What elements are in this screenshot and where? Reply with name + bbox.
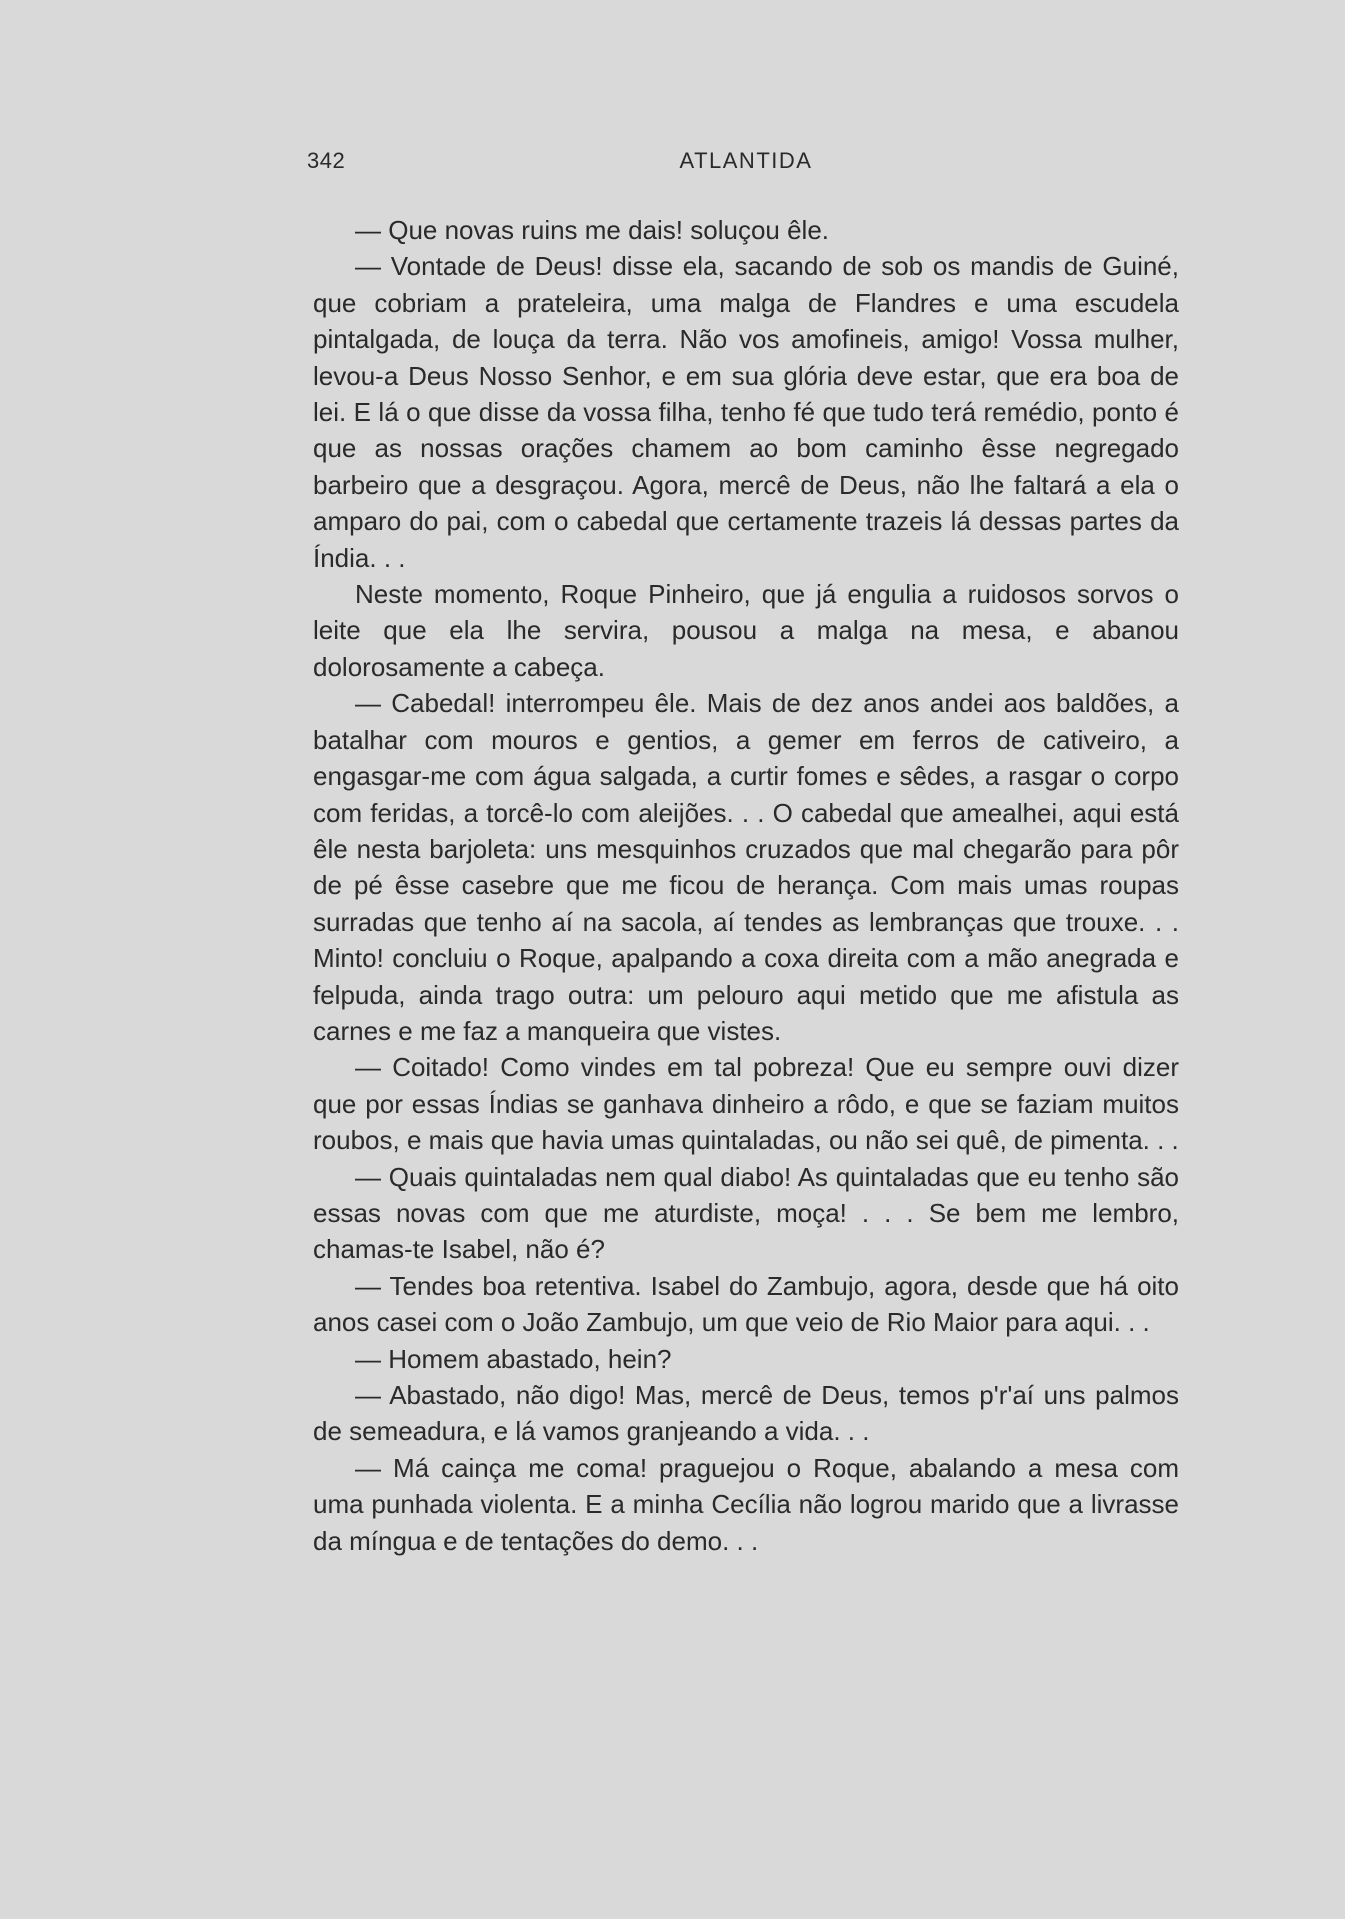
running-head bbox=[307, 148, 1185, 180]
paragraph: — Cabedal! interrompeu êle. Mais de dez anos andei aos baldões, a batalhar com mouros e gentios, a gemer em ferros de cativeiro, a engasgar-me com água salgada, a curtir fomes e sêdes, a rasgar o corpo com feridas, a torcê-lo com aleijões. . . O cabedal que amealhei, aqui está êle nesta barjoleta: uns mesquinhos cruzados que mal chegarão para pôr de pé êsse casebre que me ficou de herança. Com mais umas roupas surradas que tenho aí na sacola, aí tendes as lembranças que trouxe. . . Minto! concluiu o Roque, apalpando a coxa direita com a mão anegrada e felpuda, ainda trago outra: um pelouro aqui metido que me afistula as carnes e me faz a manqueira que vistes. bbox=[313, 688, 1179, 1046]
paragraph: — Abastado, não digo! Mas, mercê de Deus, temos p'r'aí uns palmos de semeadura, e lá vamos granjeando a vida. . . bbox=[313, 1380, 1179, 1447]
paragraph: — Coitado! Como vindes em tal pobreza! Que eu sempre ouvi dizer que por essas Índias se ganhava dinheiro a rôdo, e que se faziam muitos roubos, e mais que havia umas quintaladas, ou não sei quê, de pimenta. . . bbox=[313, 1052, 1179, 1156]
text-block bbox=[313, 212, 1179, 1559]
paragraph: — Vontade de Deus! disse ela, sacando de sob os mandis de Guiné, que cobriam a prateleira, uma malga de Flandres e uma escudela pintalgada, de louça da terra. Não vos amofineis, amigo! Vossa mulher, levou-a Deus Nosso Senhor, e em sua glória deve estar, que era boa de lei. E lá o que disse da vossa filha, tenho fé que tudo terá remédio, ponto é que as nossas orações chamem ao bom caminho êsse negregado barbeiro que a desgraçou. Agora, mercê de Deus, não lhe faltará a ela o amparo do pai, com o cabedal que certamente trazeis lá dessas partes da Índia. . . bbox=[313, 251, 1179, 573]
paragraph: — Homem abastado, hein? bbox=[355, 1343, 672, 1374]
paragraph: — Quais quintaladas nem qual diabo! As quintaladas que eu tenho são essas novas com que me aturdiste, moça! . . . Se bem me lembro, chamas-te Isabel, não é? bbox=[313, 1161, 1179, 1265]
running-title: ATLANTIDA bbox=[679, 148, 813, 173]
paragraph: — Má cainça me coma! praguejou o Roque, abalando a mesa com uma punhada violenta. E a minha Cecília não logrou marido que a livrasse da míngua e de tentações do demo. . . bbox=[313, 1452, 1179, 1556]
paragraph: Neste momento, Roque Pinheiro, que já engulia a ruidosos sorvos o leite que ela lhe servira, pousou a malga na mesa, e abanou dolorosamente a cabeça. bbox=[313, 579, 1179, 682]
page-number: 342 bbox=[307, 148, 346, 173]
paragraph: — Que novas ruins me dais! soluçou êle. bbox=[355, 215, 830, 245]
paragraph: — Tendes boa retentiva. Isabel do Zambujo, agora, desde que há oito anos casei com o João Zambujo, um que veio de Rio Maior para aqui. . . bbox=[313, 1270, 1179, 1338]
